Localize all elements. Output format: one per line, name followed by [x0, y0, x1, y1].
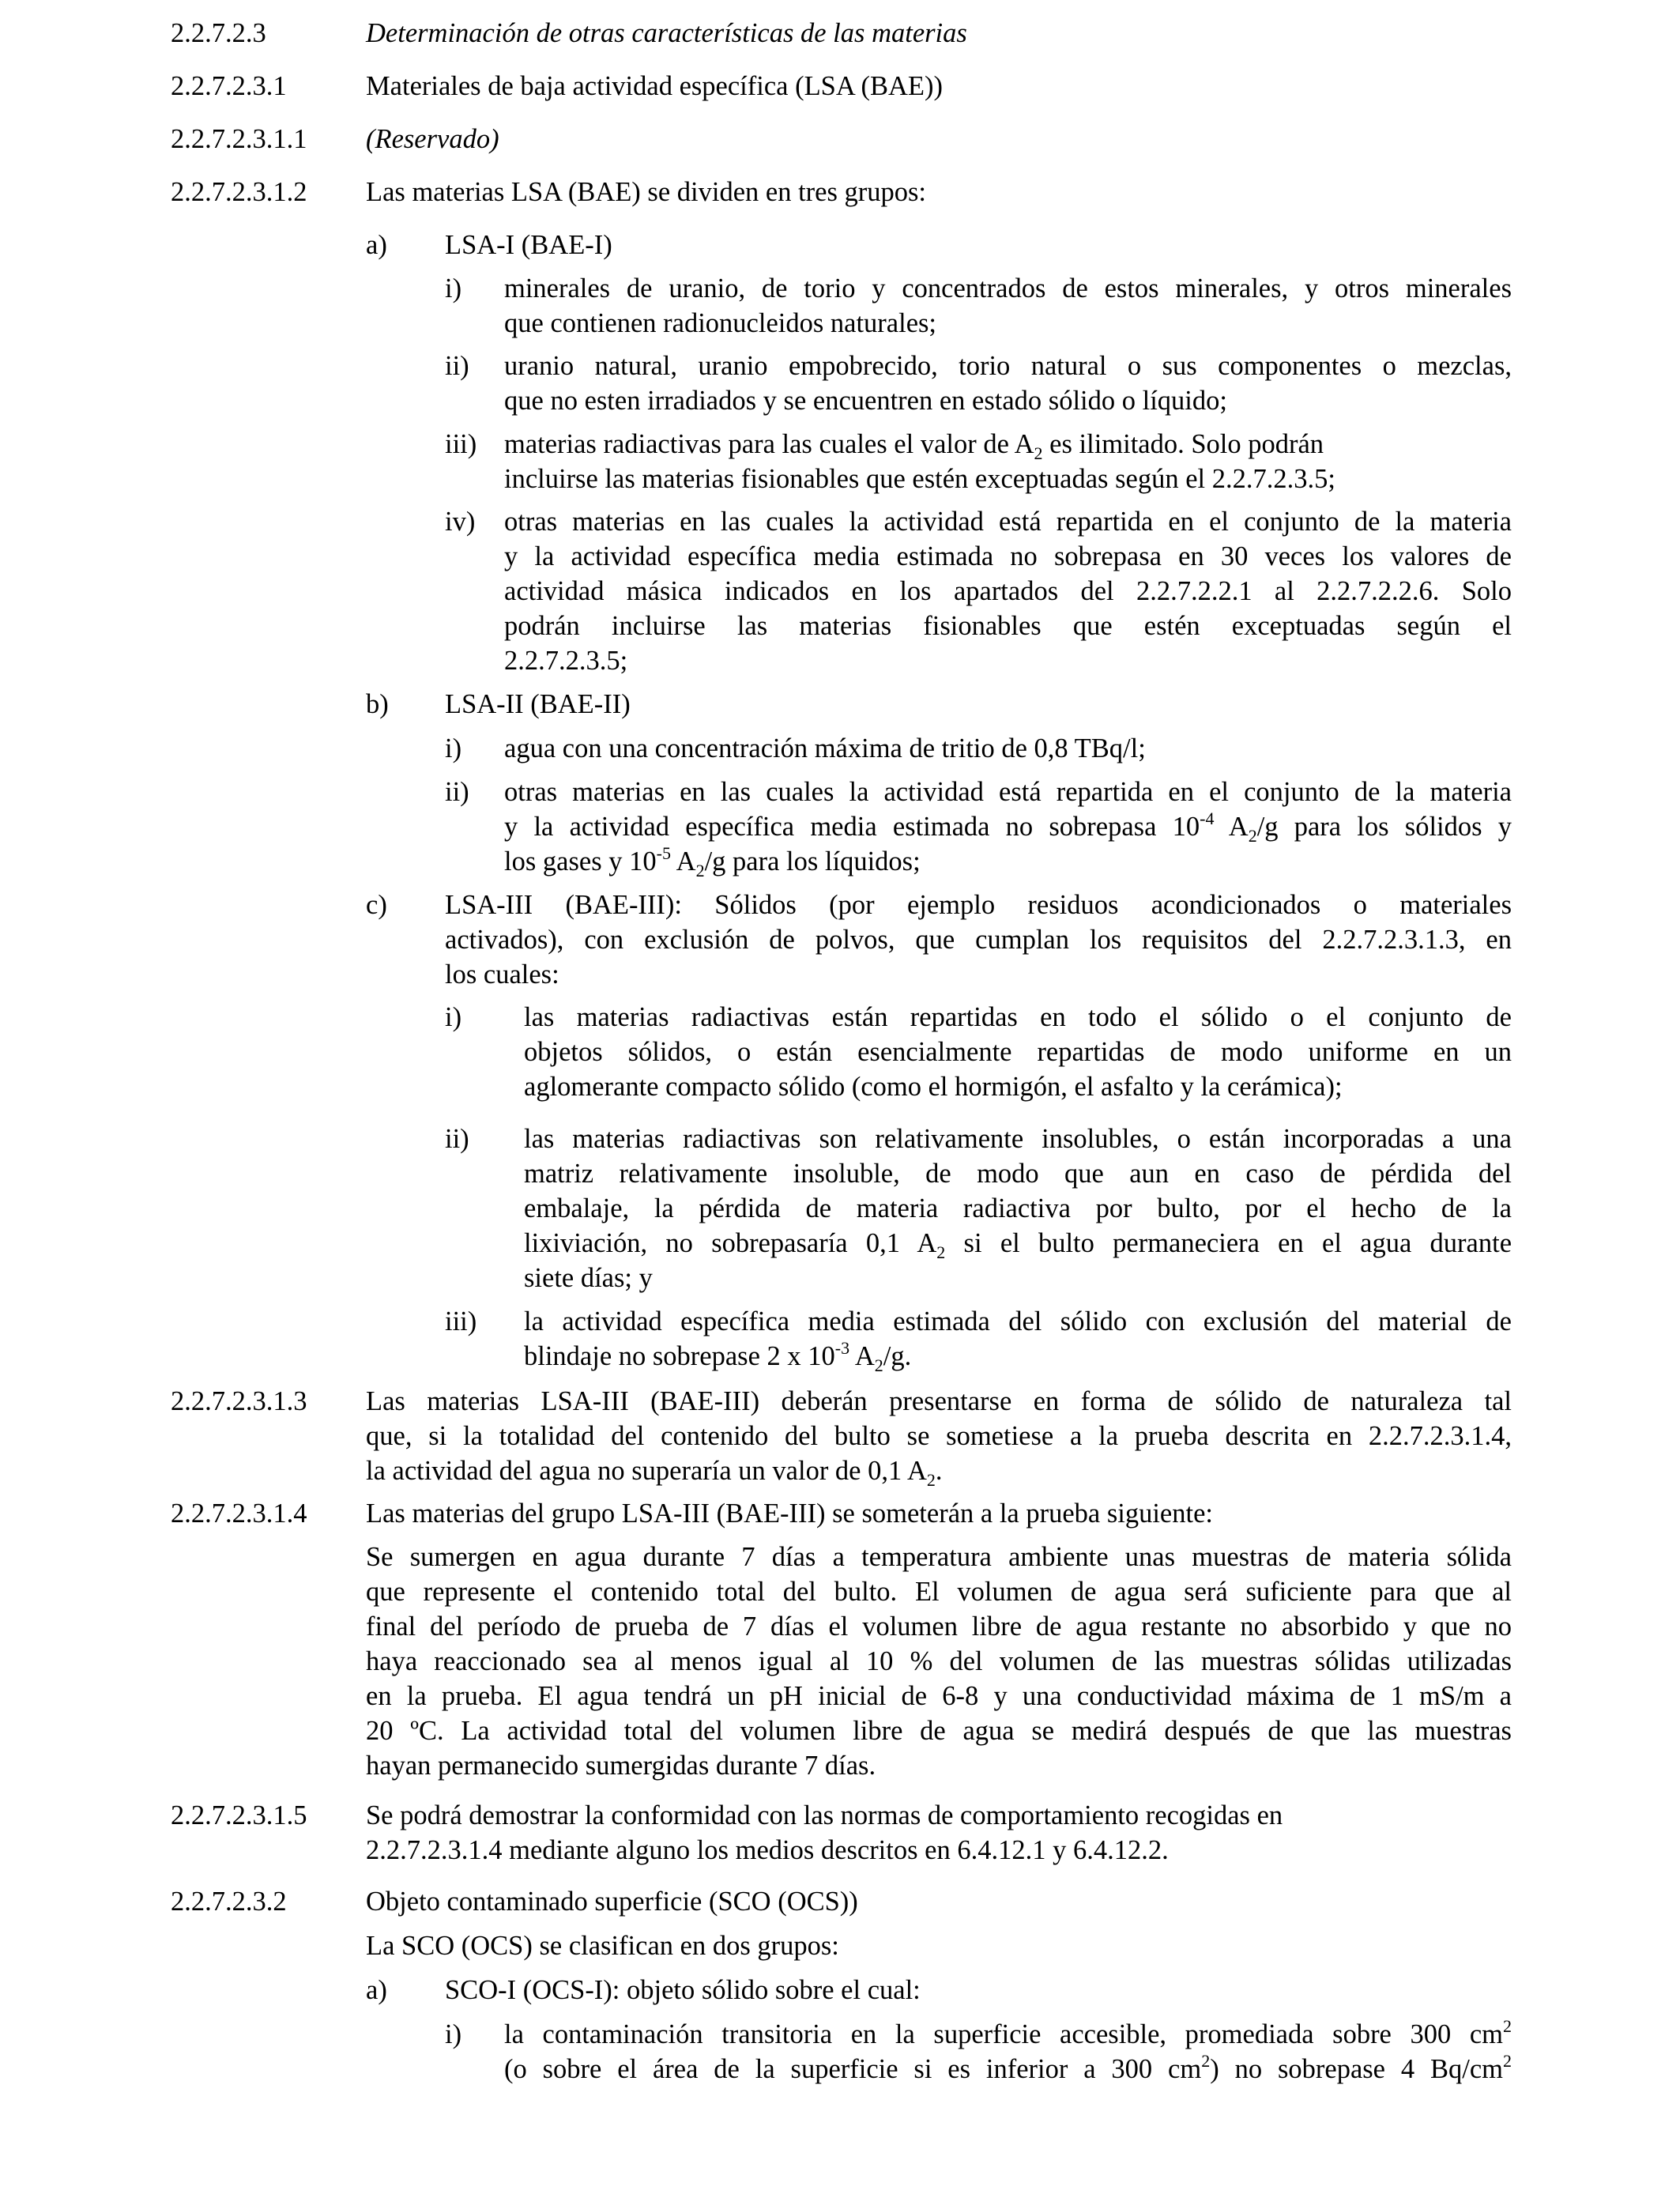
- list-label: iii): [445, 429, 477, 459]
- group-title: LSA-II (BAE-II): [445, 689, 631, 719]
- text-line: otras materias en las cuales la actividad está repartida en el conjunto de la materia: [504, 507, 1512, 537]
- text-line: que represente el contenido total del bulto. El volumen de agua será suficiente para que al: [366, 1577, 1512, 1607]
- text-line: las materias radiactivas están repartidas en todo el sólido o el conjunto de: [524, 1002, 1512, 1032]
- text-line: 2.2.7.2.3.5;: [504, 646, 628, 676]
- text-line: activados), con exclusión de polvos, que cumplan los requisitos del 2.2.7.2.3.1.3, en: [445, 925, 1512, 955]
- section-number: 2.2.7.2.3.1: [171, 71, 287, 101]
- text-line: que contienen radionucleidos naturales;: [504, 308, 937, 338]
- text-line: los gases y $10^{-5}$ $A_2/g$ para los líquidos;: [504, 843, 921, 880]
- section-title: Las materias LSA (BAE) se dividen en tres grupos:: [366, 177, 927, 207]
- text-line: los cuales:: [445, 959, 559, 990]
- list-label: ii): [445, 1124, 469, 1154]
- section-title: Objeto contaminado superficie (SCO (OCS)): [366, 1887, 858, 1917]
- text-line: haya reaccionado sea al menos igual al 10 % del volumen de las muestras sólidas utilizadas: [366, 1646, 1512, 1676]
- test-paragraph: [366, 1540, 1512, 1783]
- list-label: c): [366, 890, 387, 920]
- list-label: i): [445, 1002, 462, 1032]
- text-line: matriz relativamente insoluble, de modo que aun en caso de pérdida del: [524, 1159, 1512, 1189]
- text-line: Las materias LSA-III (BAE-III) deberán presentarse en forma de sólido de naturaleza tal: [366, 1386, 1512, 1416]
- list-label: b): [366, 689, 389, 719]
- text-line: y la actividad específica media estimada no sobrepasa en 30 veces los valores de: [504, 541, 1512, 571]
- text-line: incluirse las materias fisionables que estén exceptuadas según el 2.2.7.2.3.5;: [504, 464, 1335, 494]
- text-line: materias radiactivas para las cuales el valor de $A_2$ es ilimitado. Solo podrán: [504, 429, 1324, 463]
- text-line: embalaje, la pérdida de materia radiactiva por bulto, por el hecho de la: [524, 1193, 1512, 1223]
- text-line: 2.2.7.2.3.1.4 mediante alguno los medios descritos en 6.4.12.1 y 6.4.12.2.: [366, 1835, 1169, 1865]
- text-line: minerales de uranio, de torio y concentrados de estos minerales, y otros minerales: [504, 273, 1512, 303]
- text-line: Se podrá demostrar la conformidad con las normas de comportamiento recogidas en: [366, 1800, 1283, 1830]
- text-line: 20 ºC. La actividad total del volumen libre de agua se medirá después de que las muestras: [366, 1716, 1512, 1746]
- text-line: uranio natural, uranio empobrecido, torio natural o sus componentes o mezclas,: [504, 351, 1512, 381]
- list-label: i): [445, 733, 462, 763]
- text-line: la actividad específica media estimada del sólido con exclusión del material de: [524, 1306, 1512, 1336]
- section-title: Materiales de baja actividad específica (LSA (BAE)): [366, 71, 943, 101]
- text-line: (o sobre el área de la superficie si es inferior a 300 $cm^2$) no sobrepase 4 $Bq/cm^2$: [504, 2051, 1512, 2084]
- text-line: lixiviación, no sobrepasaría 0,1 $A_2$ si el bulto permaneciera en el agua durante: [524, 1228, 1512, 1262]
- text-line: hayan permanecido sumergidas durante 7 días.: [366, 1751, 876, 1781]
- text-line: LSA-III (BAE-III): Sólidos (por ejemplo residuos acondicionados o materiales: [445, 890, 1512, 920]
- text-line: siete días; y: [524, 1263, 653, 1293]
- text-line: agua con una concentración máxima de tritio de 0,8 TBq/l;: [504, 733, 1146, 763]
- section-title: Las materias del grupo LSA-III (BAE-III) se someterán a la prueba siguiente:: [366, 1498, 1213, 1529]
- text-line: objetos sólidos, o están esencialmente repartidas de modo uniforme en un: [524, 1037, 1512, 1067]
- text-line: la actividad del agua no superaría un valor de 0,1 $A_2$.: [366, 1456, 943, 1490]
- text-line: blindaje no sobrepase 2 x $10^{-3}$ $A_2/g$.: [524, 1338, 912, 1375]
- text-line: en la prueba. El agua tendrá un pH inicial de 6-8 y una conductividad máxima de 1 mS/m a: [366, 1681, 1512, 1711]
- list-label: iv): [445, 507, 476, 537]
- list-label: ii): [445, 777, 469, 807]
- text-line: las materias radiactivas son relativamente insolubles, o están incorporadas a una: [524, 1124, 1512, 1154]
- text-line: actividad másica indicados en los apartados del 2.2.7.2.2.1 al 2.2.7.2.2.6. Solo: [504, 576, 1512, 606]
- text-line: que, si la totalidad del contenido del bulto se sometiese a la prueba descrita en 2.2.7.2.3.1.4,: [366, 1421, 1512, 1451]
- section-number: 2.2.7.2.3.1.2: [171, 177, 307, 207]
- group-title: SCO-I (OCS-I): objeto sólido sobre el cual:: [445, 1975, 921, 2005]
- section-number: 2.2.7.2.3.1.4: [171, 1498, 307, 1529]
- list-label: iii): [445, 1306, 477, 1336]
- section-title: Determinación de otras características de las materias: [366, 18, 967, 48]
- text-line: y la actividad específica media estimada no sobrepasa $10^{-4}$ $A_2/g$ para los sólidos y: [504, 809, 1512, 846]
- text-line: la contaminación transitoria en la superficie accesible, promediada sobre 300 $cm^2$: [504, 2016, 1512, 2049]
- list-label: i): [445, 2019, 462, 2049]
- list-label: a): [366, 230, 387, 260]
- section-number: 2.2.7.2.3.1.5: [171, 1800, 307, 1830]
- text-line: La SCO (OCS) se clasifican en dos grupos:: [366, 1931, 839, 1961]
- text-line: aglomerante compacto sólido (como el hormigón, el asfalto y la cerámica);: [524, 1072, 1343, 1102]
- list-label: ii): [445, 351, 469, 381]
- text-line: Se sumergen en agua durante 7 días a temperatura ambiente unas muestras de materia sólida: [366, 1542, 1512, 1572]
- text-line: podrán incluirse las materias fisionables que estén exceptuadas según el: [504, 611, 1512, 641]
- section-number: 2.2.7.2.3: [171, 18, 266, 48]
- text-line: final del período de prueba de 7 días el volumen libre de agua restante no absorbido y que no: [366, 1612, 1512, 1642]
- section-number: 2.2.7.2.3.1.3: [171, 1386, 307, 1416]
- group-title: LSA-I (BAE-I): [445, 230, 612, 260]
- section-title: (Reservado): [366, 124, 499, 154]
- text-line: otras materias en las cuales la actividad está repartida en el conjunto de la materia: [504, 777, 1512, 807]
- text-line: que no esten irradiados y se encuentren en estado sólido o líquido;: [504, 386, 1227, 416]
- list-label: i): [445, 273, 462, 303]
- section-number: 2.2.7.2.3.2: [171, 1887, 287, 1917]
- section-number: 2.2.7.2.3.1.1: [171, 124, 307, 154]
- list-label: a): [366, 1975, 387, 2005]
